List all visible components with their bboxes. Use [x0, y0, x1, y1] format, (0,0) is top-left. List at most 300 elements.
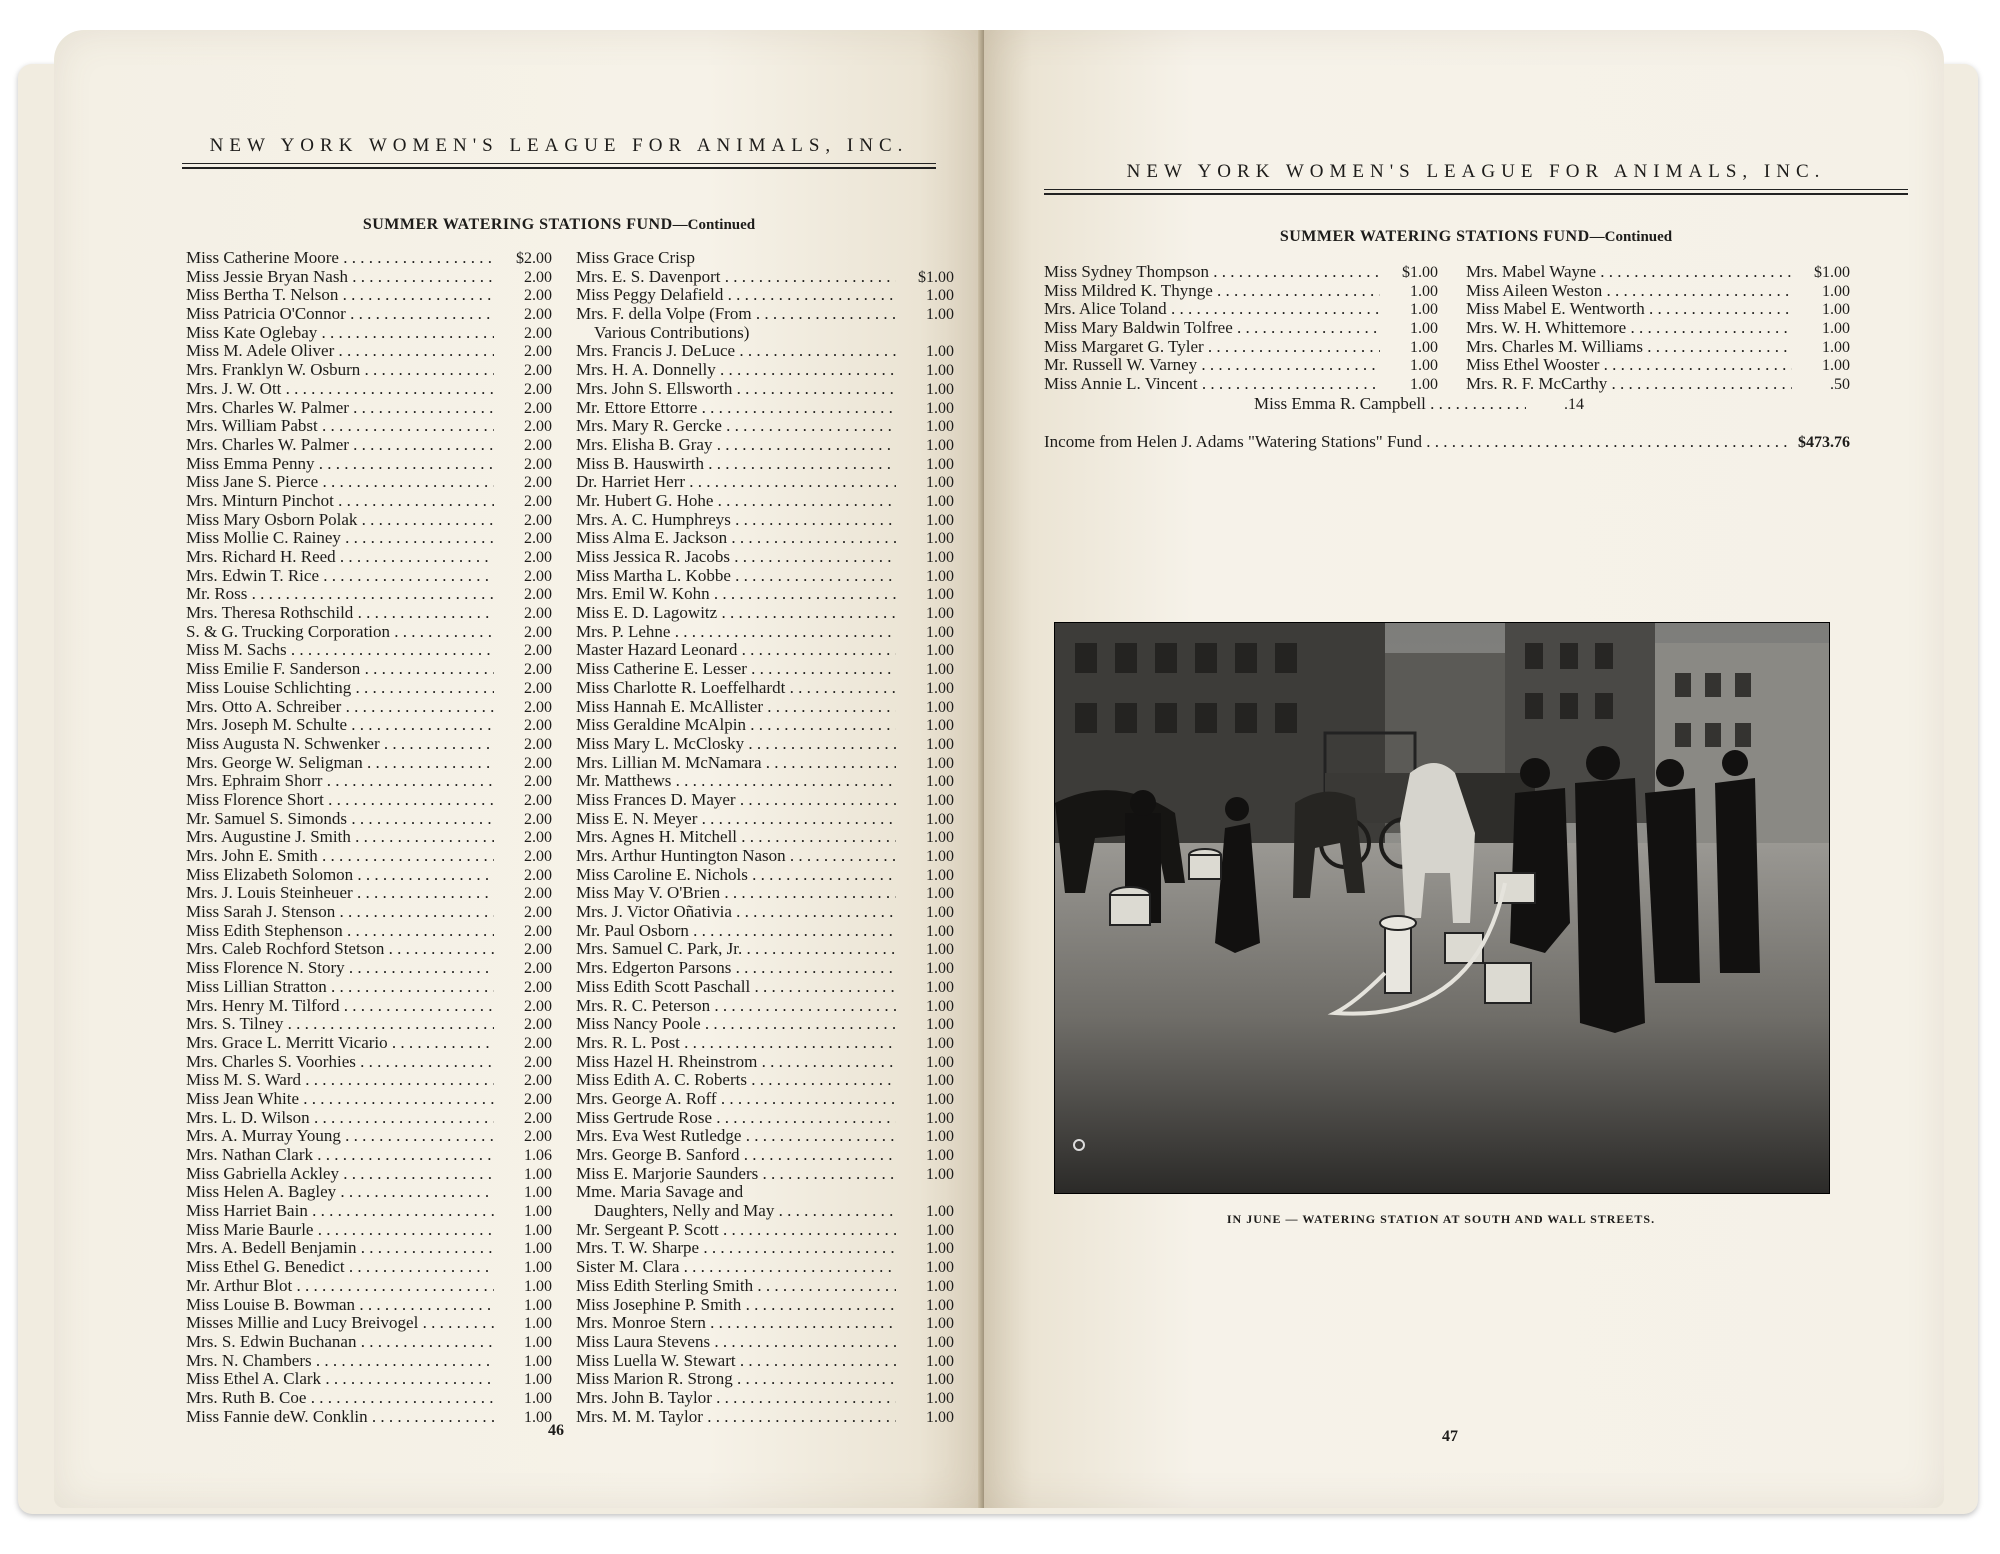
donor-amount: $2.00 [516, 250, 552, 267]
donor-entry [186, 659, 552, 678]
donor-entry [186, 1238, 552, 1257]
donor-name: Dr. Harriet Herr . . . [576, 472, 896, 492]
donor-amount: 2.00 [524, 511, 552, 529]
left-column-2 [576, 248, 954, 1425]
donor-name: Miss Helen A. Bagley . . . [186, 1182, 494, 1202]
donor-amount: 2.00 [524, 287, 552, 305]
donor-name: Mrs. A. Bedell Benjamin . . . [186, 1238, 494, 1258]
donor-entry [186, 1257, 552, 1276]
donor-name: Mrs. Mary R. Gercke . . . [576, 416, 896, 436]
section-title [1044, 228, 1908, 246]
donor-entry [186, 1313, 552, 1332]
donor-amount: 1.00 [524, 1259, 552, 1277]
donor-amount: 1.00 [926, 679, 954, 697]
donor-name: Miss E. N. Meyer . . . [576, 809, 896, 829]
donor-entry [186, 1145, 552, 1164]
donor-amount: 1.00 [926, 773, 954, 791]
donor-entry [186, 360, 552, 379]
donor-entry [576, 1220, 954, 1239]
donor-entry [576, 584, 954, 603]
donor-amount: 2.00 [524, 1072, 552, 1090]
donor-entry [186, 1369, 552, 1388]
donor-entry [576, 267, 954, 286]
donor-name: Miss Mollie C. Rainey . . . [186, 528, 494, 548]
donor-name: Mrs. John B. Taylor . . . [576, 1388, 896, 1408]
donor-amount: 2.00 [524, 642, 552, 660]
donor-amount: 1.00 [524, 1371, 552, 1389]
donor-amount: 1.00 [926, 1259, 954, 1277]
donor-entry [576, 472, 954, 491]
donor-name: Sister M. Clara . . . [576, 1257, 896, 1277]
donor-amount: 1.00 [926, 735, 954, 753]
donor-entry [576, 341, 954, 360]
donor-name: Miss Grace Crisp [576, 248, 695, 267]
donor-entry [576, 1108, 954, 1127]
donor-name: Miss Luella W. Stewart . . . [576, 1351, 896, 1371]
donor-name: Miss Geraldine McAlpin . . . [576, 715, 896, 735]
donor-amount: 2.00 [524, 773, 552, 791]
donor-entry [576, 1369, 954, 1388]
donor-entry [576, 1332, 954, 1351]
donor-name: Mrs. Francis J. DeLuce . . . [576, 341, 896, 361]
donor-entry [576, 939, 954, 958]
donor-entry [1466, 281, 1850, 300]
donor-amount: 1.00 [1822, 357, 1850, 375]
donor-name: Miss Annie L. Vincent . . . [1044, 374, 1380, 394]
donor-entry [186, 1201, 552, 1220]
donor-amount: $1.00 [1814, 264, 1850, 281]
donor-name: Mr. Paul Osborn . . . [576, 921, 896, 941]
donor-entry [576, 1033, 954, 1052]
donor-name: Mrs. Arthur Huntington Nason . . . [576, 846, 896, 866]
donor-entry [576, 790, 954, 809]
donor-name: Mrs. Alice Toland . . . [1044, 299, 1380, 319]
donor-name: Miss Mary L. McClosky . . . [576, 734, 896, 754]
donor-entry [186, 678, 552, 697]
donor-name: Miss Caroline E. Nichols . . . [576, 865, 896, 885]
donor-name: Mrs. Edgerton Parsons . . . [576, 958, 896, 978]
donor-amount: 1.00 [926, 997, 954, 1015]
donor-name: Miss Marie Baurle . . . [186, 1220, 494, 1240]
donor-name: S. & G. Trucking Corporation . . . [186, 622, 494, 642]
donor-amount: 2.00 [524, 343, 552, 361]
donor-entry [576, 883, 954, 902]
donor-amount: 1.00 [524, 1240, 552, 1258]
donor-entry [186, 1033, 552, 1052]
donor-entry [576, 248, 954, 267]
donor-entry [576, 678, 954, 697]
right-page-header [1044, 154, 1908, 195]
donor-amount: 2.00 [524, 549, 552, 566]
donor-name: Mrs. George B. Sanford . . . [576, 1145, 896, 1165]
donor-name: Miss Louise Schlichting . . . [186, 678, 494, 698]
donor-entry [576, 1014, 954, 1033]
donor-name: Miss M. Adele Oliver . . . [186, 341, 494, 361]
donor-amount: 1.00 [524, 1221, 552, 1239]
donor-entry [186, 1388, 552, 1407]
donor-entry [186, 491, 552, 510]
donor-amount: 1.00 [1822, 338, 1850, 356]
donor-name: Mrs. Lillian M. McNamara . . . [576, 753, 896, 773]
donor-name: Mrs. Theresa Rothschild . . . [186, 603, 494, 623]
donor-amount: 2.00 [524, 530, 552, 548]
donor-name: Mme. Maria Savage and [576, 1182, 744, 1202]
donor-entry [186, 1126, 552, 1145]
donor-amount: 1.00 [926, 343, 954, 361]
donor-name: Miss Harriet Bain . . . [186, 1201, 494, 1221]
donor-entry [186, 734, 552, 753]
donor-name: Mrs. F. della Volpe (From . . . [576, 304, 896, 324]
donor-name: Mr. Matthews . . . [576, 771, 896, 791]
donor-entry [186, 1332, 552, 1351]
donor-name: Miss Jessica R. Jacobs . . . [576, 547, 896, 567]
donor-amount: 1.00 [926, 1203, 954, 1221]
donor-amount: .50 [1830, 376, 1850, 394]
donor-entry [576, 1182, 954, 1201]
donor-entry [576, 958, 954, 977]
donor-entry [186, 1164, 552, 1183]
center-entry [1254, 394, 1584, 413]
donor-entry [576, 454, 954, 473]
donor-amount: 1.00 [926, 511, 954, 529]
donor-name: Miss E. D. Lagowitz . . . [576, 603, 896, 623]
donor-name: Miss Augusta N. Schwenker . . . [186, 734, 494, 754]
donor-entry [576, 715, 954, 734]
donor-name: Miss Emilie F. Sanderson . . . [186, 659, 494, 679]
donor-amount: 2.00 [524, 717, 552, 735]
header-rule [1044, 189, 1908, 195]
donor-name: Miss Mary Baldwin Tolfree . . . [1044, 318, 1380, 338]
donor-amount: 1.00 [926, 586, 954, 604]
donor-entry [186, 566, 552, 585]
donor-name: Mrs. Richard H. Reed . . . [186, 547, 494, 567]
donor-entry [186, 603, 552, 622]
page-number: 46 [548, 1422, 564, 1439]
donor-amount: 1.00 [926, 1016, 954, 1034]
donor-entry [186, 341, 552, 360]
donor-name: Miss Peggy Delafield . . . [576, 285, 896, 305]
donor-name: Mrs. Monroe Stern . . . [576, 1313, 896, 1333]
section-continued-text: —Continued [672, 217, 756, 233]
donor-name: Mrs. Minturn Pinchot . . . [186, 491, 494, 511]
donor-amount: 1.00 [926, 623, 954, 641]
donor-amount: 1.00 [1410, 282, 1438, 300]
donor-amount: 1.00 [926, 1221, 954, 1239]
donor-amount: 2.00 [524, 904, 552, 922]
donor-name: Mrs. Nathan Clark . . . [186, 1145, 494, 1165]
donor-amount: $1.00 [1402, 264, 1438, 281]
donor-name: Mrs. W. H. Whittemore . . . [1466, 318, 1792, 338]
right-column-1 [1044, 262, 1438, 393]
donor-amount: 2.00 [524, 922, 552, 940]
donor-amount: 1.00 [926, 399, 954, 417]
donor-name: Mrs. George A. Roff . . . [576, 1089, 896, 1109]
donor-amount: 1.00 [926, 698, 954, 716]
donor-name: Miss May V. O'Brien . . . [576, 883, 896, 903]
donor-entry [186, 865, 552, 884]
donor-name: Mrs. Otto A. Schreiber . . . [186, 697, 494, 717]
donor-amount: 1.00 [524, 1277, 552, 1295]
donor-amount: 1.00 [926, 1315, 954, 1333]
donor-name: Miss Frances D. Mayer . . . [576, 790, 896, 810]
donor-name: Miss Mary Osborn Polak . . . [186, 510, 494, 530]
donor-entry [186, 285, 552, 304]
donor-name: Mrs. R. F. McCarthy . . . [1466, 374, 1792, 394]
donor-amount: 1.00 [926, 642, 954, 660]
donor-entry [1466, 299, 1850, 318]
donor-amount: 1.00 [1410, 338, 1438, 356]
donor-name: Mrs. P. Lehne . . . [576, 622, 896, 642]
donor-name: Mrs. John S. Ellsworth . . . [576, 379, 896, 399]
donor-name: Miss Edith Scott Paschall . . . [576, 977, 896, 997]
donor-entry [576, 1201, 954, 1220]
donor-amount: 2.00 [524, 623, 552, 641]
donor-amount: 1.00 [926, 605, 954, 623]
donor-entry [186, 379, 552, 398]
page-number: 47 [1442, 1428, 1458, 1445]
donor-entry [576, 491, 954, 510]
donor-name: Mrs. T. W. Sharpe . . . [576, 1238, 896, 1258]
donor-entry [576, 1257, 954, 1276]
donor-entry [576, 323, 954, 342]
donor-entry [186, 977, 552, 996]
donor-entry [576, 566, 954, 585]
donor-amount: $1.00 [918, 268, 954, 286]
donor-name: Miss Alma E. Jackson . . . [576, 528, 896, 548]
donor-name: Miss Ethel G. Benedict . . . [186, 1257, 494, 1277]
donor-amount: 1.00 [524, 1389, 552, 1407]
donor-name: Mrs. M. M. Taylor . . . [576, 1407, 896, 1427]
donor-amount: 1.00 [926, 1128, 954, 1146]
donor-amount: 2.00 [524, 436, 552, 454]
donor-entry [576, 603, 954, 622]
watering-station-photo [1054, 622, 1830, 1194]
donor-entry [576, 1126, 954, 1145]
donor-name: Misses Millie and Lucy Breivogel . . . [186, 1313, 494, 1333]
donor-name: Miss Hannah E. McAllister . . . [576, 697, 896, 717]
donor-amount: 1.00 [926, 436, 954, 454]
donor-amount: 1.00 [1410, 301, 1438, 319]
donor-name: Mr. Russell W. Varney . . . [1044, 355, 1380, 375]
donor-amount: 1.00 [926, 306, 954, 324]
donor-amount: 1.00 [1410, 376, 1438, 394]
donor-entry [186, 958, 552, 977]
donor-entry [186, 640, 552, 659]
donor-amount: 2.00 [524, 829, 552, 847]
donor-entry [186, 1108, 552, 1127]
donor-amount: 1.00 [1410, 357, 1438, 375]
donor-name: Mrs. Eva West Rutledge . . . [576, 1126, 896, 1146]
donor-entry [576, 753, 954, 772]
donor-amount: 2.00 [524, 978, 552, 996]
donor-amount: 1.00 [1410, 320, 1438, 338]
left-page [54, 30, 984, 1508]
donor-entry [1466, 355, 1850, 374]
donor-entry [576, 1070, 954, 1089]
donor-name: Mrs. L. D. Wilson . . . [186, 1108, 494, 1128]
donor-amount: 2.00 [524, 1016, 552, 1034]
donor-amount: 1.00 [926, 362, 954, 380]
donor-entry [186, 996, 552, 1015]
donor-name: Mrs. E. S. Davenport . . . [576, 267, 896, 287]
section-title-text: SUMMER WATERING STATIONS FUND [1279, 228, 1590, 245]
donor-amount: 1.00 [524, 1184, 552, 1202]
donor-name: Mrs. George W. Seligman . . . [186, 753, 494, 773]
donor-amount: 2.00 [524, 1128, 552, 1146]
donor-name: Mr. Samuel S. Simonds . . . [186, 809, 494, 829]
donor-name: Miss M. Sachs . . . [186, 640, 494, 660]
header-rule [182, 163, 936, 169]
donor-entry [1044, 355, 1438, 374]
donor-entry [576, 697, 954, 716]
donor-amount: 1.06 [524, 1147, 552, 1164]
donor-entry [186, 248, 552, 267]
donor-amount: 1.00 [524, 1165, 552, 1183]
donor-name: Mrs. J. Louis Steinheuer . . . [186, 883, 494, 903]
donor-name: Mr. Sergeant P. Scott . . . [576, 1220, 896, 1240]
donor-name: Miss Marion R. Strong . . . [576, 1369, 896, 1389]
donor-amount: 2.00 [524, 698, 552, 716]
donor-entry [576, 771, 954, 790]
donor-amount: 1.00 [1822, 301, 1850, 319]
donor-amount: 2.00 [524, 679, 552, 697]
donor-entry [1044, 299, 1438, 318]
donor-entry [186, 921, 552, 940]
donor-name: Mr. Arthur Blot . . . [186, 1276, 494, 1296]
donor-entry [186, 827, 552, 846]
donor-name: Miss Hazel H. Rheinstrom . . . [576, 1052, 896, 1072]
donor-amount: 1.00 [926, 978, 954, 996]
donor-entry [186, 1351, 552, 1370]
donor-entry [186, 1052, 552, 1071]
donor-entry [576, 1351, 954, 1370]
donor-entry [186, 1014, 552, 1033]
donor-amount: 1.00 [926, 474, 954, 492]
donor-entry [576, 659, 954, 678]
donor-entry [576, 528, 954, 547]
donor-amount: 1.00 [926, 530, 954, 548]
donor-name: Mrs. R. C. Peterson . . . [576, 996, 896, 1016]
donor-amount: 2.00 [524, 380, 552, 398]
donor-name: Mrs. S. Tilney . . . [186, 1014, 494, 1034]
donor-entry [186, 416, 552, 435]
donor-amount: 1.00 [926, 1371, 954, 1389]
donor-name: Mrs. Caleb Rochford Stetson . . . [186, 939, 494, 959]
donor-name: Mrs. William Pabst . . . [186, 416, 494, 436]
donor-amount: 2.00 [524, 735, 552, 753]
donor-entry [576, 398, 954, 417]
donor-entry [186, 584, 552, 603]
donor-name: Mrs. J. Victor Oñativia . . . [576, 902, 896, 922]
donor-amount: 1.00 [926, 1072, 954, 1090]
donor-entry [186, 398, 552, 417]
donor-amount: 2.00 [524, 1109, 552, 1127]
donor-name: Miss Mabel E. Wentworth . . . [1466, 299, 1792, 319]
donor-name: Miss Louise B. Bowman . . . [186, 1295, 494, 1315]
right-page [984, 30, 1944, 1508]
donor-amount: 2.00 [524, 791, 552, 809]
donor-entry [186, 753, 552, 772]
donor-entry [576, 865, 954, 884]
donor-entry [186, 846, 552, 865]
donor-amount: 1.00 [926, 1053, 954, 1071]
donor-entry [576, 304, 954, 323]
donor-entry [576, 1407, 954, 1426]
income-line [1044, 432, 1850, 452]
donor-amount: 1.00 [926, 661, 954, 679]
donor-amount: 1.00 [926, 1333, 954, 1351]
donor-amount: 1.00 [926, 1090, 954, 1108]
donor-entry [1044, 374, 1438, 393]
donor-entry [576, 1388, 954, 1407]
donor-amount: 1.00 [524, 1203, 552, 1221]
donor-amount: 2.00 [524, 1034, 552, 1052]
donor-entry [576, 846, 954, 865]
donor-amount: 1.00 [1822, 282, 1850, 300]
donor-name: Mr. Ross . . . [186, 584, 494, 604]
left-page-header [182, 128, 936, 169]
donor-entry [576, 547, 954, 566]
donor-name: Mr. Ettore Ettorre . . . [576, 398, 896, 418]
section-title [182, 216, 936, 234]
donor-name: Miss Edith Sterling Smith . . . [576, 1276, 896, 1296]
donor-name: Mrs. Samuel C. Park, Jr. . . . [576, 939, 896, 959]
donor-entry [186, 1070, 552, 1089]
donor-name: Mrs. Mabel Wayne . . . [1466, 262, 1792, 282]
donor-entry [186, 1295, 552, 1314]
donor-name: Miss Kate Oglebay . . . [186, 323, 494, 343]
donor-entry [186, 435, 552, 454]
donor-amount: 2.00 [524, 941, 552, 959]
donor-entry [186, 323, 552, 342]
donor-amount: 1.00 [926, 1277, 954, 1295]
donor-name: Mrs. Ephraim Shorr . . . [186, 771, 494, 791]
donor-amount: 2.00 [524, 268, 552, 286]
donor-name: Mrs. Charles W. Palmer . . . [186, 435, 494, 455]
donor-entry [1466, 262, 1850, 281]
donor-amount: 1.00 [524, 1408, 552, 1426]
donor-entry [576, 1164, 954, 1183]
donor-name: Mrs. J. W. Ott . . . [186, 379, 494, 399]
donor-amount: 2.00 [524, 866, 552, 884]
photo-illustration [1055, 623, 1829, 1193]
donor-amount: 1.00 [926, 567, 954, 585]
donor-name: Mrs. A. C. Humphreys . . . [576, 510, 896, 530]
donor-name: Miss Edith Stephenson . . . [186, 921, 494, 941]
photo-caption: IN JUNE — WATERING STATION AT SOUTH AND WALL STREETS. [1226, 1212, 1656, 1226]
donor-name: Miss Ethel A. Clark . . . [186, 1369, 494, 1389]
donor-amount: 1.00 [926, 960, 954, 978]
donor-entry [186, 883, 552, 902]
section-title-text: SUMMER WATERING STATIONS FUND [362, 216, 673, 233]
donor-amount: 1.00 [926, 1352, 954, 1370]
donor-name: Mrs. Charles M. Williams . . . [1466, 337, 1792, 357]
donor-name: Miss Elizabeth Solomon . . . [186, 865, 494, 885]
donor-entry [576, 977, 954, 996]
donor-entry [186, 1089, 552, 1108]
donor-entry [186, 267, 552, 286]
donor-amount: 2.00 [524, 997, 552, 1015]
donor-name: Miss Jean White . . . [186, 1089, 494, 1109]
donor-name: Mrs. John E. Smith . . . [186, 846, 494, 866]
donor-entry [576, 827, 954, 846]
donor-name: Mrs. Charles W. Palmer . . . [186, 398, 494, 418]
donor-amount: 1.00 [926, 418, 954, 436]
donor-entry [1466, 318, 1850, 337]
donor-amount: 1.00 [926, 1296, 954, 1314]
donor-entry [186, 304, 552, 323]
donor-amount: 1.00 [926, 455, 954, 473]
